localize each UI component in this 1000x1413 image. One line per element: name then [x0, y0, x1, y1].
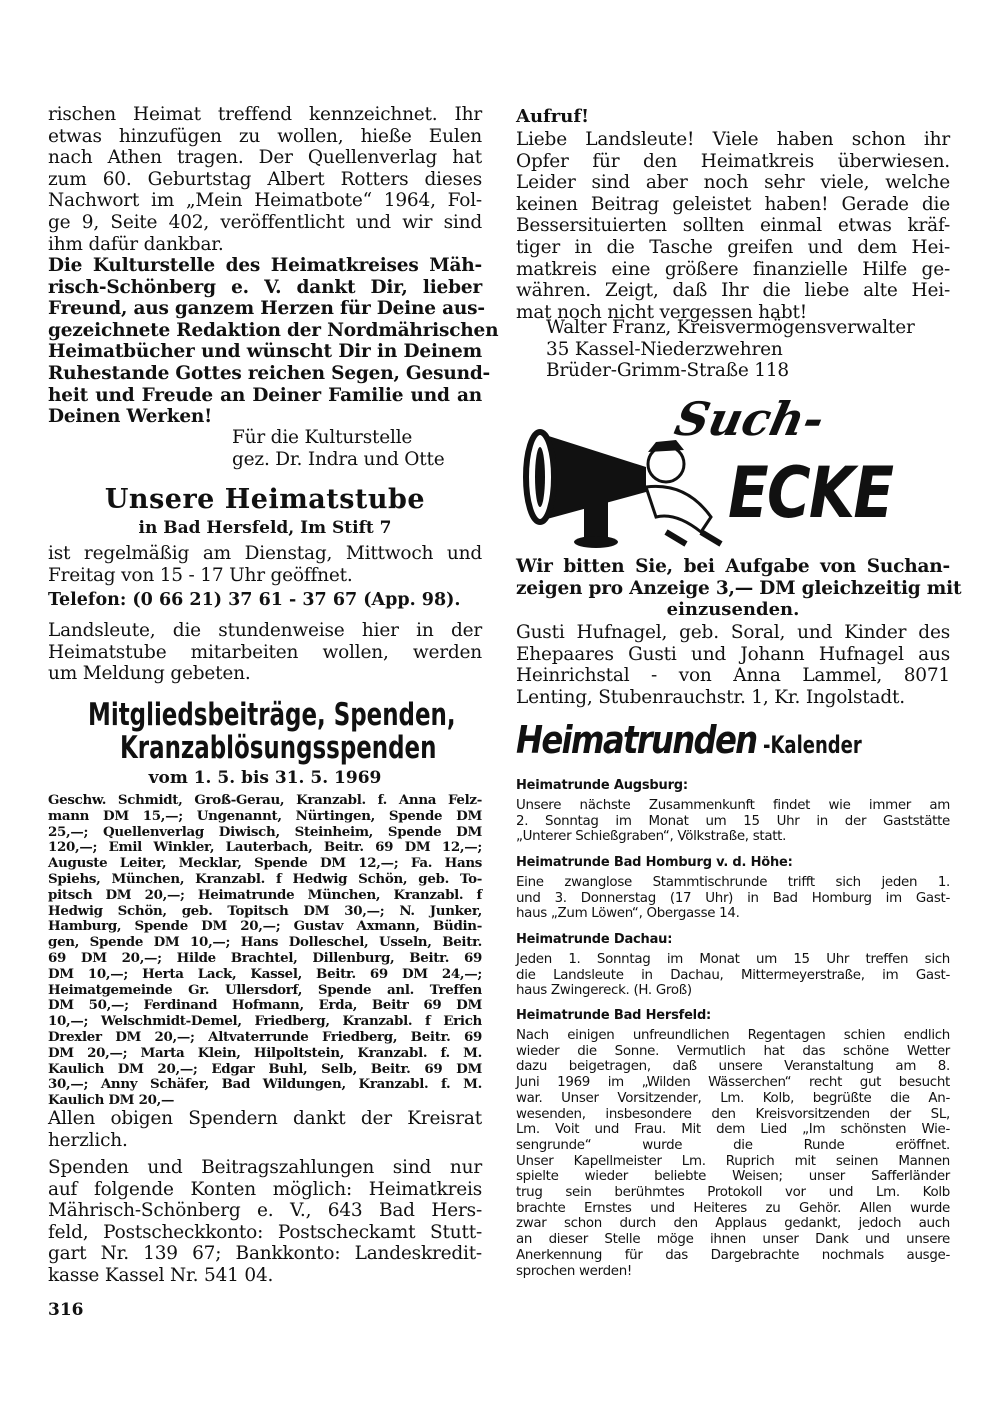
text-line: 30,—; Anny Schäfer, Bad Wildungen, Kranzabl. f. M. [48, 1076, 482, 1093]
text-line: und 3. Donnerstag (17 Uhr) in Bad Homburg im Gast- [516, 890, 950, 906]
such-logo-text: Such- [670, 392, 829, 446]
text-line: haus „Zum Löwen“, Obergasse 14. [516, 906, 740, 922]
text-line: gezeichnete Redaktion der Nordmährischen [48, 319, 499, 341]
text-line: Jeden 1. Sonntag im Monat um 15 Uhr treffen sich [516, 952, 950, 967]
text-line: Die Kulturstelle des Heimatkreises Mäh- [48, 255, 482, 276]
aufruf-title: Aufruf! [516, 106, 590, 127]
telefon: Telefon: (0 66 21) 37 61 - 37 67 (App. 98). [48, 590, 461, 610]
text-line: Leider sind aber noch sehr viele, welche [516, 172, 950, 194]
text-line: ist regelmäßig am Dienstag, Mittwoch und [48, 543, 482, 564]
text-line: gart Nr. 139 67; Bankkonto: Landeskredit- [48, 1243, 482, 1265]
text-line: wesenden, insbesondere den Kreisvorsitzenden der SL, [516, 1106, 950, 1122]
text-line: matkreis eine größere finanzielle Hilfe ge- [516, 258, 950, 280]
text-line: nach Athen tragen. Der Quellenverlag hat [48, 147, 482, 169]
text-line: risch-Schönberg e. V. dankt Dir, lieber [48, 276, 482, 298]
text-line: ihm dafür dankbar. [48, 233, 224, 255]
text-line: Geschw. Schmidt, Groß-Gerau, Kranzabl. f. Anna Felz- [48, 792, 482, 808]
text-line: Bessersituierten sollten einmal etwas kräf- [516, 215, 950, 237]
text-line: Lm. Voit und Frau. Mit dem Lied „Im schönsten Wie- [516, 1122, 950, 1138]
section-heading: Heimatrunde Augsburg: [516, 778, 688, 793]
heimatstube-address: in Bad Hersfeld, Im Stift 7 [138, 518, 392, 538]
section-heading: Heimatrunde Bad Homburg v. d. Höhe: [516, 855, 793, 870]
kalender-title [516, 718, 895, 762]
accounts-paragraph [48, 1157, 482, 1287]
text-line: die Landsleute in Dachau, Mittermeyerstraße, im Gast- [516, 967, 950, 983]
text-line: zeigen pro Anzeige 3,— DM gleichzeitig mit [516, 577, 962, 599]
text-line: Opfer für den Heimatkreis überwiesen. [516, 150, 950, 172]
text-line: Drexler DM 20,—; Altvaterrunde Friedberg, Beitr. 69 [48, 1028, 482, 1045]
text-line: ge 9, Seite 402, veröffentlicht und wir sind [48, 211, 482, 233]
text-line: Deinen Werken! [48, 406, 213, 428]
text-line: 35 Kassel-Niederzwehren [546, 338, 783, 360]
text-line: mann DM 15,—; Ungenannt, Nürtingen, Spende DM [48, 807, 482, 824]
search-notice-hufnagel [516, 622, 950, 708]
text-line: Heimatgemeinde Gr. Ullersdorf, Spende anl. Treffen [48, 981, 482, 998]
text-line: Eine zwanglose Stammtischrunde trifft sich jeden 1. [516, 875, 950, 890]
intro-paragraph [48, 104, 482, 255]
suchanzeigen-note-end: einzusenden. [666, 599, 800, 620]
text-line: „Unterer Schießgraben“, Völkstraße, statt. [516, 829, 787, 845]
opening-hours [48, 543, 482, 586]
ecke-logo-text: ECKE [728, 452, 893, 534]
text-line: Kaulich DM 20,— [48, 1092, 175, 1109]
text-line: Brüder-Grimm-Straße 118 [546, 360, 789, 382]
text-line: Kaulich DM 20,—; Edgar Buhl, Selb, Beitr. 69 DM [48, 1060, 482, 1077]
text-line: 2. Sonntag im Monat um 15 Uhr in der Gaststätte [516, 813, 950, 829]
text-line: Spiehs, München, Kranzabl. f Hedwig Schön, geb. To- [48, 870, 482, 887]
section-body [516, 1028, 950, 1279]
kalender-title-main: Heimatrunden [516, 718, 757, 762]
text-line: kasse Kassel Nr. 541 04. [48, 1264, 274, 1286]
such-ecke-logo [516, 392, 950, 552]
text-line: gez. Dr. Indra und Otte [232, 448, 445, 470]
text-line: DM 10,—; Herta Lack, Kassel, Beitr. 69 DM 24,—; [48, 965, 482, 982]
suchanzeigen-note [516, 556, 962, 599]
text-line: feld, Postscheckkonto: Postscheckamt Stutt- [48, 1221, 482, 1243]
spenden-title-1: Mitgliedsbeiträge, Spenden, [88, 697, 456, 733]
text-line: rischen Heimat treffend kennzeichnet. Ihr [48, 104, 482, 125]
text-line: 10,—; Welschmidt-Demel, Friedberg, Kranzabl. f Erich [48, 1013, 482, 1030]
text-line: Nach einigen unfreundlichen Regentagen schien endlich [516, 1028, 950, 1043]
page-number: 316 [48, 1300, 84, 1320]
text-line: zwar schon durch den Applaus gedankt, jedoch auch [516, 1216, 950, 1232]
text-line: zum 60. Geburtstag Albert Rotters dieses [48, 168, 482, 190]
text-line: sengrunde“ wurde die Runde eröffnet. [516, 1137, 950, 1153]
section-body [516, 952, 950, 999]
text-line: Hedwig Schön, geb. Topitsch DM 30,—; N. Junker, [48, 902, 482, 919]
text-line: spielte wieder beliebte Weisen; unser Safferländer [516, 1169, 950, 1185]
text-line: heit und Freude an Deiner Familie und an [48, 384, 482, 406]
text-line: Ehepaares Gusti und Johann Hufnagel aus [516, 643, 950, 665]
thanks-paragraph [48, 1108, 482, 1151]
text-line: Freund, aus ganzem Herzen für Deine aus- [48, 298, 485, 320]
text-line: DM 50,—; Ferdinand Hofmann, Erda, Beitr 69 DM [48, 997, 482, 1014]
text-line: 69 DM 20,—; Hilde Brachtel, Dillenburg, Beitr. 69 [48, 949, 482, 966]
text-line: Für die Kulturstelle [232, 427, 413, 448]
kalender-title-suffix: -Kalender [762, 731, 862, 759]
text-line: gen, Spende DM 10,—; Hans Dolleschel, Usseln, Beitr. [48, 934, 482, 951]
text-line: war. Unser Vorsitzender, Lm. Kolb, begrüßte die An- [516, 1090, 950, 1106]
donor-list [48, 793, 482, 1109]
text-line: 120,—; Emil Winkler, Lauterbach, Beitr. 69 DM 12,—; [48, 839, 482, 856]
text-line: Freitag von 15 - 17 Uhr geöffnet. [48, 564, 353, 586]
section-body [516, 875, 950, 922]
text-line: Wir bitten Sie, bei Aufgabe von Suchan- [516, 556, 950, 577]
text-line: Heinrichstal - von Anna Lammel, 8071 [516, 665, 950, 687]
sender-address [546, 317, 950, 382]
text-line: Heimatstube mitarbeiten wollen, werden [48, 641, 482, 663]
text-line: Auguste Leiter, Mecklar, Spende DM 12,—; Fa. Hans [48, 855, 482, 872]
text-line: Unser Kapellmeister Lm. Ruprich mit seinen Mannen [516, 1153, 950, 1169]
text-line: auf folgende Konten möglich: Heimatkreis [48, 1178, 482, 1200]
aufruf-text [516, 129, 950, 323]
volunteer-call [48, 620, 482, 685]
text-line: um Meldung gebeten. [48, 663, 251, 685]
text-line: Liebe Landsleute! Viele haben schon ihr [516, 129, 950, 150]
text-line: Gusti Hufnagel, geb. Soral, und Kinder des [516, 622, 950, 643]
text-line: Juni 1969 im „Wilden Wässerchen“ recht gut besucht [516, 1075, 950, 1091]
text-line: brachte Ernstes und Heiteres zu Gehör. Allen wurde [516, 1200, 950, 1216]
spenden-title-2: Kranzablösungsspenden [120, 730, 437, 766]
text-line: keinen Beitrag geleistet haben! Gerade die [516, 193, 950, 215]
text-line: DM 20,—; Marta Klein, Hilpoltstein, Kranzabl. f. M. [48, 1044, 482, 1061]
text-line: Heimatbücher und wünscht Dir in Deinem [48, 341, 482, 363]
text-line: Spenden und Beitragszahlungen sind nur [48, 1157, 482, 1178]
text-line: sprochen werden! [516, 1263, 632, 1279]
text-line: tiger in die Tasche greifen und dem Hei- [516, 236, 950, 258]
text-line: 25,—; Quellenverlag Diwisch, Steinheim, Spende DM [48, 823, 482, 840]
text-line: etwas hinzufügen zu wollen, hieße Eulen [48, 125, 482, 147]
signature [232, 427, 482, 470]
kulturstelle-thanks [48, 255, 499, 428]
text-line: währen. Zeigt, daß Ihr die liebe alte Hei- [516, 280, 950, 302]
text-line: wieder die Sonne. Vermutlich hat das schöne Wetter [516, 1043, 950, 1059]
text-line: Hamburg, Spende DM 20,—; Gustav Axmann, Büdin- [48, 918, 482, 935]
heimatstube-title: Unsere Heimatstube [104, 484, 426, 515]
text-line: Walter Franz, Kreisvermögensverwalter [546, 317, 915, 338]
text-line: Landsleute, die stundenweise hier in der [48, 620, 482, 641]
text-line: Mährisch-Schönberg e. V., 643 Bad Hers- [48, 1200, 482, 1222]
text-line: Lenting, Stubenrauchstr. 1, Kr. Ingolstadt. [516, 686, 905, 708]
section-body [516, 798, 950, 845]
text-line: an dieser Stelle möge ihnen unser Dank und unsere [516, 1232, 950, 1248]
text-line: Allen obigen Spendern dankt der Kreisrat [48, 1108, 482, 1129]
text-line: Anerkennung für das Dargebrachte nochmals ausge- [516, 1247, 950, 1263]
section-heading: Heimatrunde Dachau: [516, 932, 673, 947]
text-line: Ruhestande Gottes reichen Segen, Gesund- [48, 362, 491, 384]
text-line: Unsere nächste Zusammenkunft findet wie immer am [516, 798, 950, 813]
section-heading: Heimatrunde Bad Hersfeld: [516, 1008, 712, 1023]
text-line: pitsch DM 20,—; Heimatrunde München, Kranzabl. f [48, 886, 482, 903]
text-line: herzlich. [48, 1129, 128, 1151]
text-line: haus Zwingereck. (H. Groß) [516, 983, 692, 999]
text-line: Nachwort im „Mein Heimatbote“ 1964, Fol- [48, 190, 482, 212]
spenden-date: vom 1. 5. bis 31. 5. 1969 [148, 768, 382, 788]
text-line: dazu beigetragen, daß unsere Veranstaltung am 8. [516, 1059, 950, 1075]
text-line: mat noch nicht vergessen habt! [516, 301, 807, 323]
text-line: trug sein berühmtes Protokoll vor und Lm. Kolb [516, 1185, 950, 1201]
